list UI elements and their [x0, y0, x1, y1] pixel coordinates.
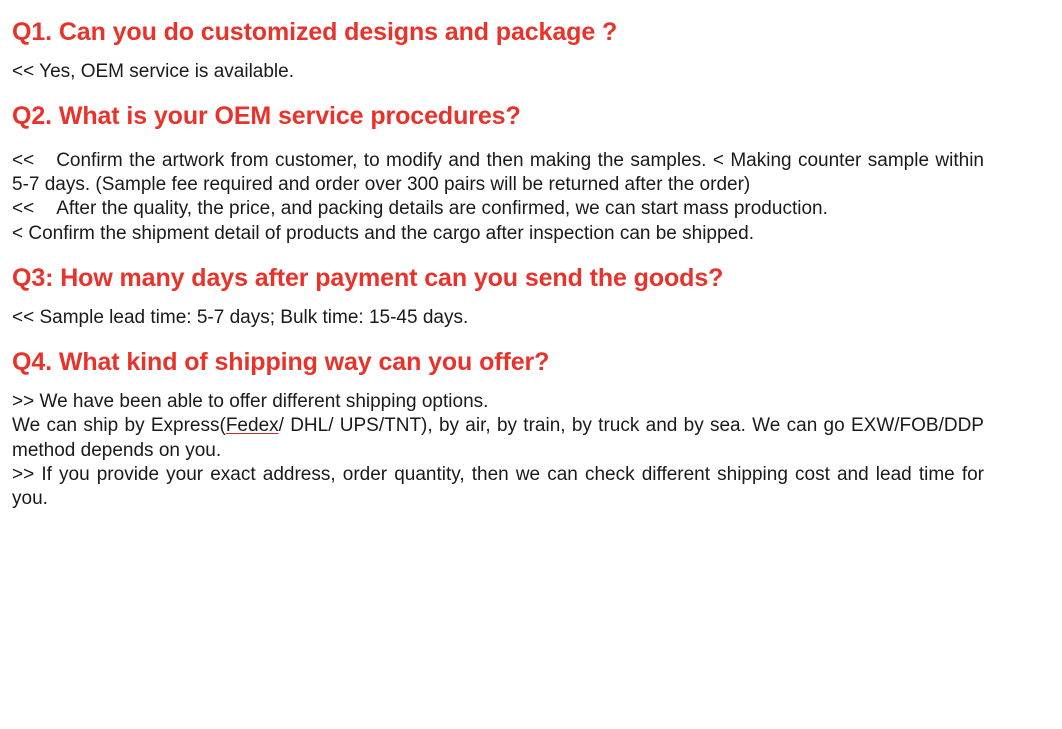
faq-question-2: Q2. What is your OEM service procedures?	[12, 102, 521, 131]
spacer	[12, 246, 984, 264]
faq-question-4: Q4. What kind of shipping way can you offer?	[12, 348, 550, 377]
faq-answer-2-3	[12, 222, 984, 246]
answer-marker: <<	[12, 198, 35, 220]
answer-marker: >>	[12, 390, 35, 412]
faq-question-3: Q3: How many days after payment can you send the goods?	[12, 264, 724, 293]
faq-question-1: Q1. Can you do customized designs and package ?	[12, 18, 618, 46]
answer-text: Confirm the artwork from customer, to modify and then making the samples. < Making counter sample within 5-7 days. (Sample fee required and order over 300 pairs will be returned after the order)	[12, 149, 984, 196]
answer-marker: <<	[12, 149, 35, 171]
answer-text: Sample lead time: 5-7 days; Bulk time: 15-45 days.	[39, 306, 469, 328]
spacer	[12, 131, 984, 149]
spacer	[12, 84, 984, 102]
answer-text-underlined: Fedex	[225, 415, 279, 437]
spacer	[12, 293, 984, 306]
answer-text: Yes, OEM service is available.	[39, 60, 294, 82]
spacer	[12, 330, 984, 348]
answer-text: We have been able to offer different shipping options.	[39, 390, 489, 412]
answer-marker: <<	[12, 60, 35, 82]
answer-text: < Confirm the shipment detail of products and the cargo after inspection can be shipped.	[12, 222, 754, 244]
answer-marker: >>	[12, 463, 35, 485]
faq-answer-4-2	[12, 414, 984, 463]
faq-answer-4-1	[12, 390, 984, 414]
answer-text: If you provide your exact address, order quantity, then we can check different shipping cost and lead time for you.	[12, 463, 985, 510]
answer-marker: <<	[12, 306, 35, 328]
faq-answer-2-1	[12, 149, 984, 198]
faq-answer-1-1	[12, 60, 984, 84]
answer-text-post: / DHL/ UPS/TNT), by air, by train, by truck and by sea. We can go EXW/FOB/DDP method depends on you.	[12, 415, 984, 461]
faq-answer-3-1	[12, 306, 984, 330]
faq-answer-4-3	[12, 463, 984, 512]
spacer	[12, 377, 984, 390]
faq-answer-2-2	[12, 197, 984, 221]
answer-text: After the quality, the price, and packing details are confirmed, we can start mass production.	[56, 198, 828, 220]
spacer	[12, 47, 984, 60]
answer-text-pre: We can ship by Express(	[12, 415, 226, 437]
